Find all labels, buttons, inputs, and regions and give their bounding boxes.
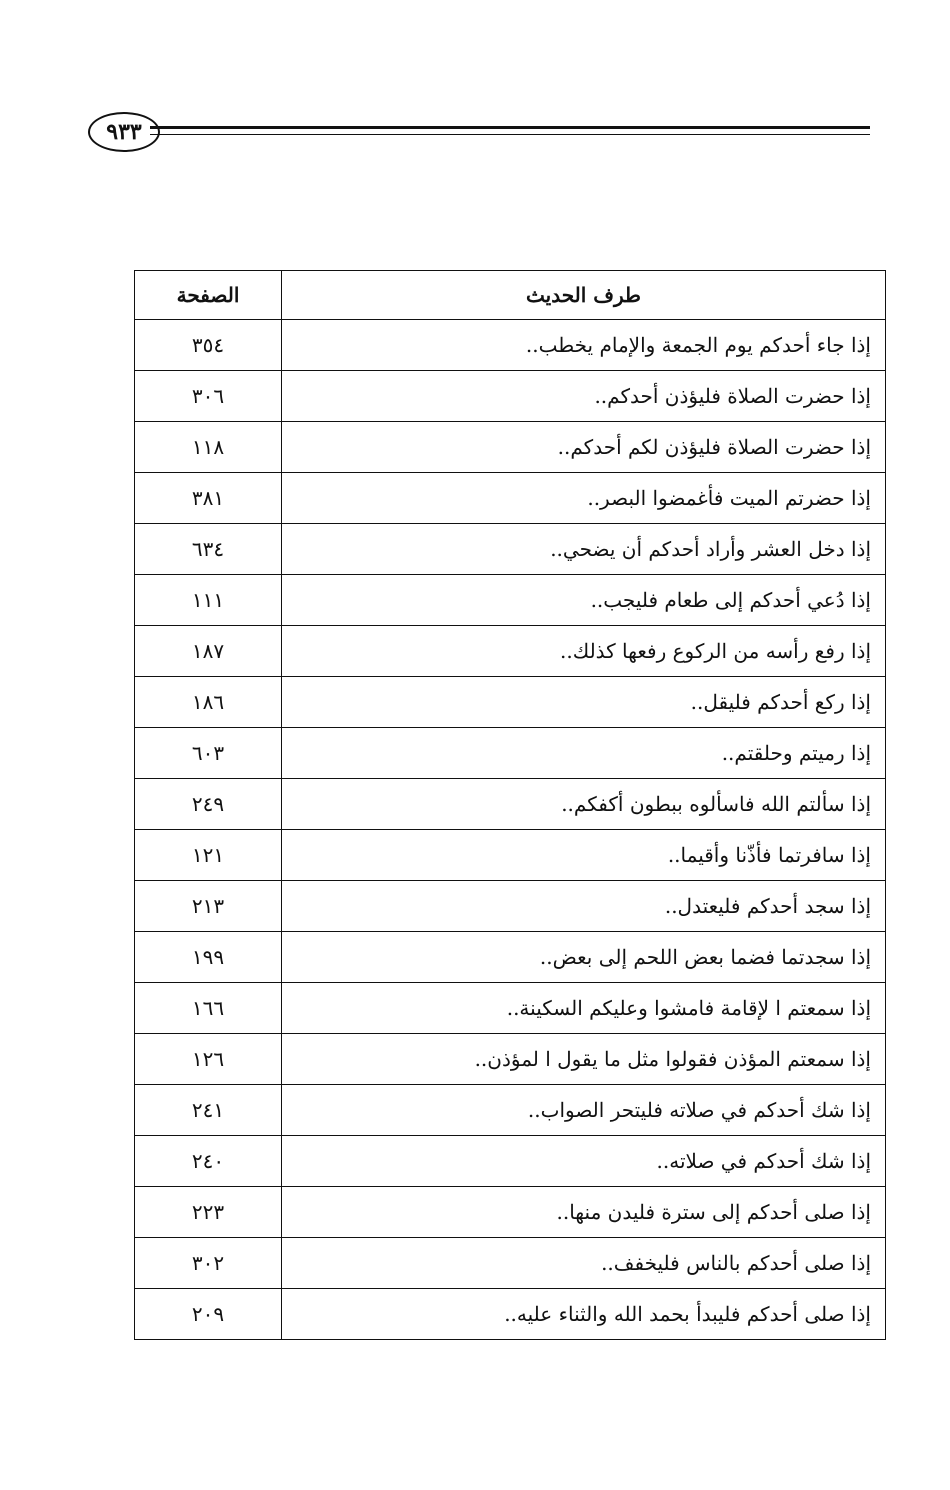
page-reference: ١٢٦ (135, 1034, 282, 1085)
table-row (135, 1238, 886, 1289)
table-row (135, 932, 886, 983)
page-reference: ٦٣٤ (135, 524, 282, 575)
hadith-text: إذا دخل العشر وأراد أحدكم أن يضحي.. (282, 524, 886, 575)
table-row (135, 830, 886, 881)
page-number-badge (88, 112, 160, 152)
table-row (135, 1289, 886, 1340)
table-row (135, 1187, 886, 1238)
hadith-text: إذا سمعتم المؤذن فقولوا مثل ما يقول ا لمؤذن.. (282, 1034, 886, 1085)
hadith-text: إذا صلى أحدكم إلى سترة فليدن منها.. (282, 1187, 886, 1238)
hadith-text: إذا شك أحدكم في صلاته فليتحر الصواب.. (282, 1085, 886, 1136)
page-reference: ٣٥٤ (135, 320, 282, 371)
table-row (135, 1034, 886, 1085)
table-row (135, 677, 886, 728)
page-number: ٩٣٣ (106, 119, 142, 145)
table-row (135, 983, 886, 1034)
hadith-text: إذا شك أحدكم في صلاته.. (282, 1136, 886, 1187)
table-row (135, 524, 886, 575)
hadith-text: إذا صلى أحدكم بالناس فليخفف.. (282, 1238, 886, 1289)
page-header (88, 112, 870, 158)
table-row (135, 473, 886, 524)
table-row (135, 779, 886, 830)
table-row (135, 320, 886, 371)
hadith-text: إذا سمعتم ا لإقامة فامشوا وعليكم السكينة.. (282, 983, 886, 1034)
hadith-text: إذا سجد أحدكم فليعتدل.. (282, 881, 886, 932)
hadith-text: إذا سافرتما فأذّنا وأقيما.. (282, 830, 886, 881)
table-row (135, 1085, 886, 1136)
hadith-text: إذا رميتم وحلقتم.. (282, 728, 886, 779)
hadith-text: إذا حضرتم الميت فأغمضوا البصر.. (282, 473, 886, 524)
table-header-row (135, 271, 886, 320)
column-header-page: الصفحة (135, 271, 282, 320)
table-body (135, 320, 886, 1340)
page-reference: ٣٨١ (135, 473, 282, 524)
header-rule (150, 126, 870, 135)
page-reference: ٢٠٩ (135, 1289, 282, 1340)
hadith-text: إذا حضرت الصلاة فليؤذن أحدكم.. (282, 371, 886, 422)
hadith-text: إذا دُعي أحدكم إلى طعام فليجب.. (282, 575, 886, 626)
hadith-index-table (134, 270, 886, 1340)
page-reference: ١٨٦ (135, 677, 282, 728)
page-reference: ١٦٦ (135, 983, 282, 1034)
page-reference: ٢٤٩ (135, 779, 282, 830)
page-reference: ٢٢٣ (135, 1187, 282, 1238)
page-reference: ١١٨ (135, 422, 282, 473)
page-reference: ١١١ (135, 575, 282, 626)
page-reference: ٦٠٣ (135, 728, 282, 779)
table-row (135, 626, 886, 677)
page-reference: ١٢١ (135, 830, 282, 881)
table-row (135, 728, 886, 779)
page-reference: ٣٠٢ (135, 1238, 282, 1289)
page-reference: ٢٤٠ (135, 1136, 282, 1187)
table-row (135, 371, 886, 422)
column-header-hadith: طرف الحديث (282, 271, 886, 320)
page-reference: ١٩٩ (135, 932, 282, 983)
hadith-text: إذا سجدتما فضما بعض اللحم إلى بعض.. (282, 932, 886, 983)
page-reference: ١٨٧ (135, 626, 282, 677)
table-row (135, 881, 886, 932)
table-row (135, 422, 886, 473)
hadith-text: إذا رفع رأسه من الركوع رفعها كذلك.. (282, 626, 886, 677)
hadith-text: إذا صلى أحدكم فليبدأ بحمد الله والثناء عليه.. (282, 1289, 886, 1340)
hadith-text: إذا جاء أحدكم يوم الجمعة والإمام يخطب.. (282, 320, 886, 371)
hadith-text: إذا سألتم الله فاسألوه ببطون أكفكم.. (282, 779, 886, 830)
table-row (135, 575, 886, 626)
page-reference: ٣٠٦ (135, 371, 282, 422)
hadith-text: إذا ركع أحدكم فليقل.. (282, 677, 886, 728)
page-reference: ٢١٣ (135, 881, 282, 932)
hadith-text: إذا حضرت الصلاة فليؤذن لكم أحدكم.. (282, 422, 886, 473)
page-reference: ٢٤١ (135, 1085, 282, 1136)
table-row (135, 1136, 886, 1187)
